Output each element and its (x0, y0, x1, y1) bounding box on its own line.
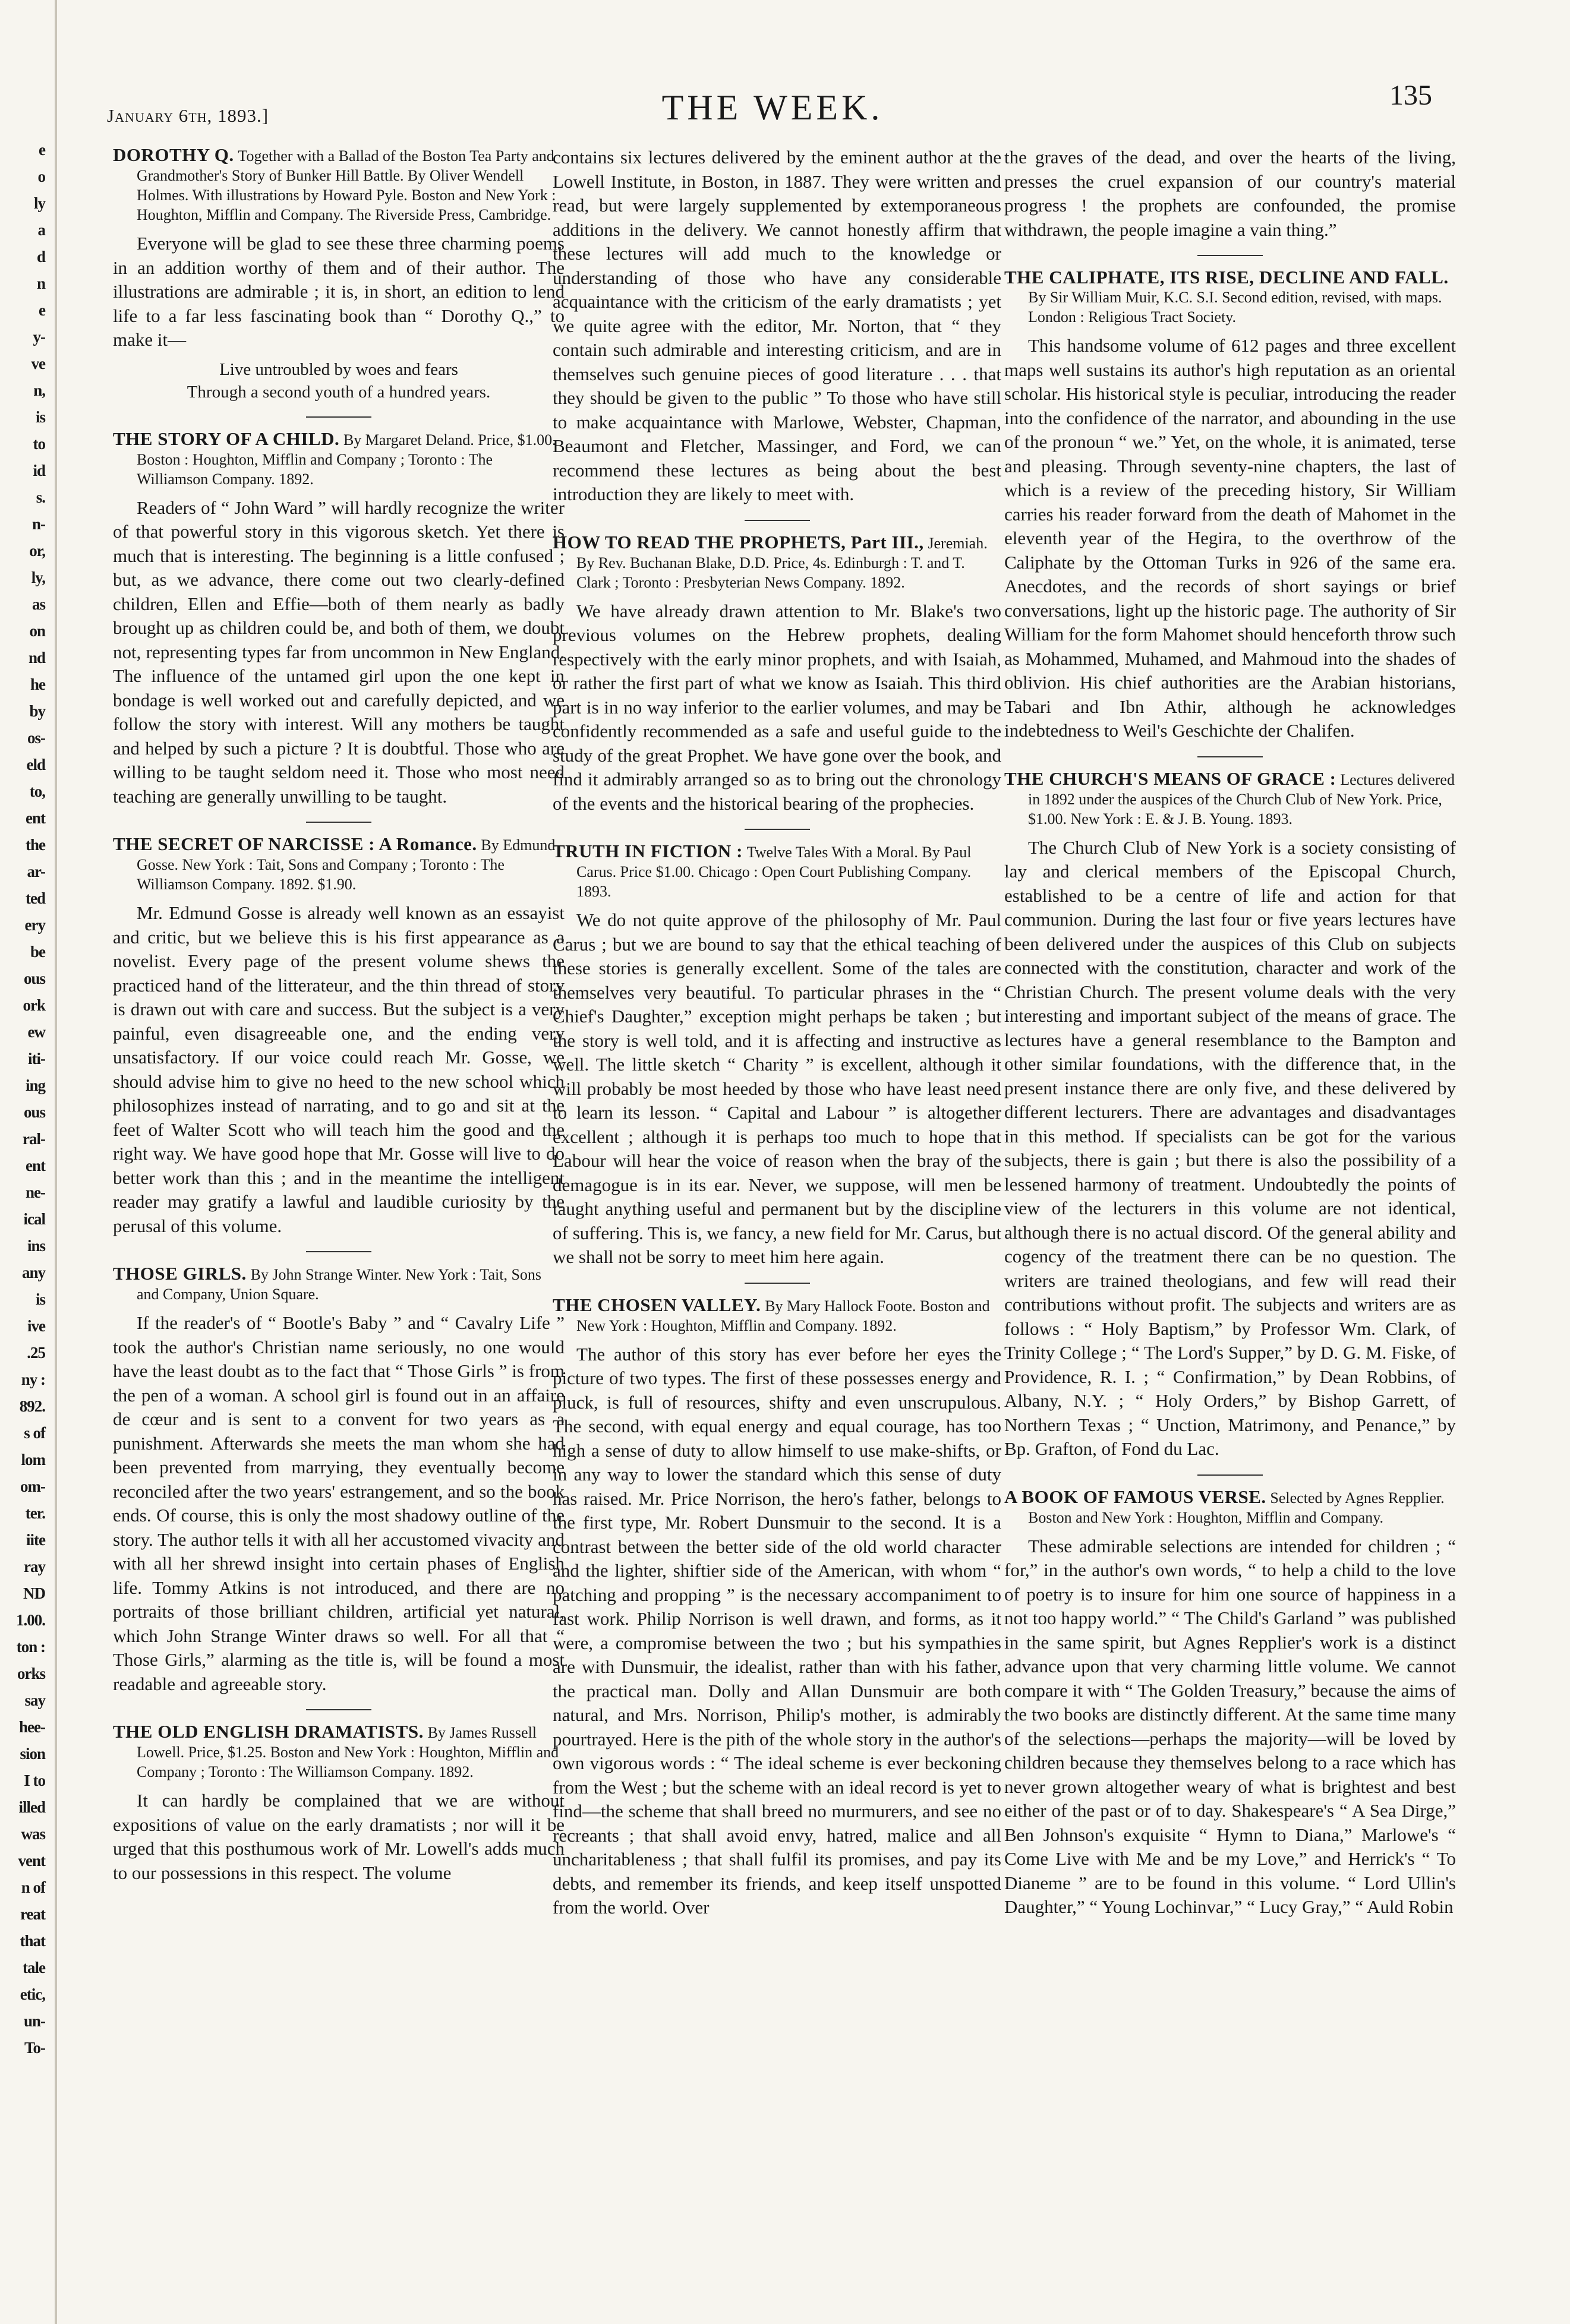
gutter-fragment: id (33, 462, 45, 479)
review-heading (553, 533, 1001, 592)
review-heading (113, 146, 565, 225)
gutter-fragment: say (24, 1691, 45, 1709)
gutter-fragment: ive (27, 1317, 45, 1335)
gutter-fragment: 1.00. (16, 1611, 45, 1629)
gutter-fragment: was (21, 1825, 45, 1843)
book-title: THE CALIPHATE, ITS RISE, DECLINE AND FALL. (1004, 267, 1449, 288)
book-title: THOSE GIRLS. (113, 1263, 247, 1284)
section-divider (306, 416, 371, 418)
gutter-fragment: .25 (27, 1344, 45, 1362)
gutter-fragment: sion (20, 1745, 45, 1763)
review-paragraph: Mr. Edmund Gosse is already well known as an essayist and critic, but we believe this is his first appearance as a novelist. Every page of the present volume shews the practiced hand of the litterateur, and the thin thread of story is drawn out with care and success. But the subject is a very painful, even disagreeable one, and the ending very unsatisfactory. If our voice could reach Mr. Gosse, we should advise him to give no heed to the new school which philosophizes instead of narrating, and to go and sit at the feet of Walter Scott who will teach him the good and the right way. We have good hope that Mr. Gosse will live to do better work than this ; and in the meantime the intelligent reader may gratify a lawful and laudible curiosity by the perusal of this volume. (113, 902, 565, 1236)
gutter-fragment: the (26, 836, 45, 854)
gutter-fragment: ical (23, 1210, 45, 1228)
book-review (1004, 756, 1456, 1461)
publication-details: By Mary Hallock Foote. Boston and New York : Houghton, Mifflin and Company. 1892. (576, 1297, 990, 1334)
gutter-fragment: as (31, 595, 45, 613)
gutter-fragment: to (33, 435, 45, 453)
gutter-fragment: s of (24, 1424, 45, 1442)
gutter-fragment: un- (23, 2012, 45, 2030)
column-1 (113, 146, 565, 1898)
review-paragraph: contains six lectures delivered by the eminent author at the Lowell Institute, in Boston, in 1887. They were written and read, but were largely supplemented by extemporaneous additions in the delivery. We cannot honestly affirm that these lectures will add much to the knowledge or understanding of those who have any considerable acquaintance with the criticism of the early dramatists ; yet we quite agree with the editor, Mr. Norton, that “ they contain such admirable and interesting criticism, and are in themselves such genuine pieces of good literature . . . that they should be given to the public ” To those who have still to make acquaintance with Marlowe, Webster, Chapman, Beaumont and Fletcher, Massinger, and Ford, we can recommend these lectures as being about the best introduction they are likely to meet with. (553, 147, 1001, 504)
column-2 (553, 146, 1001, 1933)
section-divider (306, 822, 371, 823)
gutter-fragment: is (35, 408, 45, 426)
gutter-fragment: tale (23, 1959, 45, 1976)
book-review (113, 1709, 565, 1885)
gutter-fragment: To- (24, 2039, 45, 2057)
book-review (113, 1251, 565, 1696)
gutter-fragment: that (20, 1932, 45, 1950)
review-heading (113, 430, 565, 489)
book-title: THE STORY OF A CHILD. (113, 428, 340, 449)
gutter-fragment: ork (23, 996, 45, 1014)
book-review (1004, 255, 1456, 743)
issue-date: January 6th, 1893.] (107, 105, 269, 126)
gutter-fragment: orks (17, 1665, 45, 1682)
section-divider (745, 520, 810, 521)
gutter-fragment: iite (26, 1531, 45, 1549)
gutter-fragment: ter. (25, 1504, 45, 1522)
verse-line: Through a second youth of a hundred years. (187, 382, 491, 402)
review-heading (553, 1296, 1001, 1335)
gutter-fragment: ve (31, 355, 45, 372)
book-review (553, 1283, 1001, 1920)
gutter-fragment: a (37, 221, 45, 239)
publication-details: By James Russell Lowell. Price, $1.25. Boston and New York : Houghton, Mifflin and Company ; Toronto : The Williamson Company. 1892. (137, 1724, 559, 1780)
gutter-fragment: be (30, 943, 45, 961)
section-divider (745, 1283, 810, 1284)
review-heading (553, 842, 1001, 901)
column-3 (1004, 146, 1456, 1933)
gutter-fragment: n- (31, 515, 45, 533)
gutter-fragment: ray (24, 1558, 45, 1575)
gutter-fragment: ar- (27, 863, 45, 880)
review-paragraph: We do not quite approve of the philosophy of Mr. Paul Carus ; but we are bound to say that the ethical teaching of these stories is generally excellent. Some of the tales are themselves very beautiful. To particular phrases in the “ Chief's Daughter,” exception might perhaps be taken ; but the story is well told, and it is affecting and instructive as well. The little sketch “ Charity ” is excellent, although it will probably be most heeded by those who have least need to learn its lesson. “ Capital and Labour ” is altogether excellent ; although it is perhaps too much to hope that Labour will hear the voice of reason when the bray of the demagogue is in its ear. Never, we suppose, will men be taught anything useful and permanent but by the discipline of suffering. This is, we fancy, a new field for Mr. Carus, but we shall not be sorry to meet him here again. (553, 910, 1001, 1267)
review-paragraph: We have already drawn attention to Mr. Blake's two previous volumes on the Hebrew prophets, dealing respectively with the early minor prophets, and with Isaiah, or rather the first part of what we know as Isaiah. This third part is in no way inferior to the earlier volumes, and may be confidently recommended as a safe and useful guide to the study of the great Prophet. We have gone over the book, and find it admirably arranged so as to bring out the chronology of the events and the historical bearing of the prophecies. (553, 600, 1001, 814)
page-number: 135 (1389, 80, 1432, 111)
publication-details: Together with a Ballad of the Boston Tea Party and Grandmother's Story of Bunker Hill Battle. By Oliver Wendell Holmes. With illustrations by Howard Pyle. Boston and New York : Houghton, Mifflin and Company. The Riverside Press, Cambridge. (137, 147, 556, 223)
gutter-fragment: illed (18, 1798, 45, 1816)
gutter-fragment: is (35, 1290, 45, 1308)
publication-details: Jeremiah. By Rev. Buchanan Blake, D.D. Price, 4s. Edinburgh : T. and T. Clark ; Toronto : Presbyterian News Company. 1892. (576, 534, 988, 591)
gutter-fragment: y- (33, 328, 45, 346)
gutter-fragment: any (21, 1264, 45, 1281)
book-review (553, 520, 1001, 816)
gutter-fragment: ous (23, 970, 45, 987)
book-review (113, 146, 565, 403)
section-divider (1197, 255, 1263, 256)
gutter-fragment: iti- (28, 1050, 45, 1068)
gutter-fragment: ins (27, 1237, 45, 1255)
gutter-fragment: ne- (26, 1183, 45, 1201)
gutter-fragment: n of (21, 1878, 45, 1896)
gutter-fragment: to, (29, 782, 45, 800)
book-review (553, 829, 1001, 1270)
book-title: HOW TO READ THE PROPHETS, Part III., (553, 531, 924, 552)
review-paragraph: Everyone will be glad to see these three charming poems in an addition worthy of them and of their author. The illustrations are admirable ; it is, in short, an edition to lend life to a far less fascinating book than “ Dorothy Q.,” to make it— (113, 233, 565, 350)
gutter-fragment: ew (27, 1023, 45, 1041)
gutter-fragment: s. (36, 488, 45, 506)
publication-details: By Edmund Gosse. New York : Tait, Sons and Company ; Toronto : The Williamson Company. 1892. $1.90. (137, 836, 556, 893)
section-divider (1197, 756, 1263, 757)
gutter-fragment: nd (28, 649, 45, 667)
gutter-fragment: ny : (21, 1371, 45, 1388)
gutter-fragment: e (39, 301, 45, 319)
masthead-title: THE WEEK. (661, 88, 884, 127)
review-heading (113, 1264, 565, 1304)
gutter-fragment: hee- (19, 1718, 45, 1736)
book-review (113, 822, 565, 1238)
review-paragraph: If the reader's of “ Bootle's Baby ” and “ Cavalry Life ” took the author's Christian name seriously, no one would have the least doubt as to the fact that “ Those Girls ” is from the pen of a woman. A school girl is found out in an affaire de cœur and is sent to a convent for two years as a punishment. Afterwards she meets the man whom she had been prevented from marrying, they eventually become reconciled after the two years' estrangement, and so the book ends. Of course, this is only the most shadowy outline of the story. The author tells it with all her accustomed vivacity and with all her shrewd insight into certain phases of English life. Tommy Atkins is not introduced, and there are no portraits of those brilliant children, artificial yet natural, which John Strange Winter draws so well. For all that “ Those Girls,” alarming as the title is, will be found a most readable and agreeable story. (113, 1312, 565, 1694)
book-title: THE CHOSEN VALLEY. (553, 1294, 761, 1315)
gutter-fragment: he (30, 675, 45, 693)
gutter-fragment: ous (23, 1103, 45, 1121)
book-title: A BOOK OF FAMOUS VERSE. (1004, 1486, 1266, 1507)
book-review (1004, 146, 1456, 242)
gutter-fragment: ND (23, 1584, 45, 1602)
adjacent-page-gutter (0, 137, 51, 2299)
gutter-fragment: om- (20, 1477, 45, 1495)
book-review (1004, 1474, 1456, 1919)
book-title: THE OLD ENGLISH DRAMATISTS. (113, 1721, 424, 1742)
gutter-fragment: os- (27, 729, 45, 747)
book-review (553, 146, 1001, 507)
review-paragraph: These admirable selections are intended for children ; “ for,” in the author's own words, “ to help a child to the love of poetry is to insure for him one source of happiness in a not too happy world.” “ The Child's Garland ” was published in the same spirit, but Agnes Repplier's work is a distinct advance upon that very charming little volume. We cannot compare it with “ The Golden Treasury,” because the aims of the two books are distinctly different. At the same time many of the selections—perhaps the majority—will be loved by children because they themselves belong to a race which has never grown altogether weary of what is brightest and best either of the past or of to day. Shakespeare's “ A Sea Dirge,” Ben Johnson's exquisite “ Hymn to Diana,” Marlowe's “ Come Live with Me and be my Love,” and Herrick's “ To Dianeme ” are to be found in this volume. “ Lord Ullin's Daughter,” “ Young Lochinvar,” “ Lucy Gray,” “ Auld Robin (1004, 1535, 1456, 1917)
book-title: THE SECRET OF NARCISSE : A Romance. (113, 833, 477, 854)
gutter-fragment: ery (24, 916, 45, 934)
gutter-fragment: n (36, 274, 45, 292)
review-heading (1004, 769, 1456, 829)
gutter-fragment: by (29, 702, 45, 720)
gutter-fragment: on (29, 622, 45, 640)
gutter-fragment: reat (20, 1905, 45, 1923)
gutter-fragment: 892. (19, 1397, 45, 1415)
section-divider (306, 1709, 371, 1710)
publication-details: By Margaret Deland. Price, $1.00. Boston : Houghton, Mifflin and Company ; Toronto : The Williamson Company. 1892. (137, 431, 556, 488)
publication-details: Selected by Agnes Repplier. Boston and New York : Houghton, Mifflin and Company. (1028, 1489, 1445, 1526)
section-divider (306, 1251, 371, 1252)
gutter-fragment: ly (33, 194, 45, 212)
gutter-fragment: ton : (16, 1638, 45, 1656)
review-heading (113, 1722, 565, 1782)
section-divider (745, 829, 810, 830)
gutter-fragment: ly, (31, 569, 45, 586)
review-paragraph: The Church Club of New York is a society consisting of lay and clerical members of the Episcopal Church, established to be a centre of life and action for that communion. During the last four or five years lectures have been delivered under the auspices of this Club on subjects connected with the constitution, character and work of the Christian Church. The present volume deals with the very interesting and important subject of the means of grace. The lectures have a general resemblance to the Bampton and other similar foundations, with the difference that, in the present instance there are only five, and these delivered by different lecturers. There are advantages and disadvantages in this method. If specialists can be got for the various subjects, there is gain ; but there is also the possibility of a lessened harmony of treatment. Undoubtedly the points of view of the lecturers in this volume are not identical, although there is no actual discord. Of the general ability and cogency of the treatment there can be no question. The writers are trained theologians, and few will read their contributions without profit. The subjects and writers are as follows : “ Holy Baptism,” by Professor Wm. Clark, of Trinity College ; “ The Lord's Supper,” by D. G. M. Fiske, of Providence, R. I. ; “ Confirmation,” by Dean Robbins, of Albany, N.Y. ; “ Holy Orders,” by Bishop Garrett, of Northern Texas ; “ Unction, Matrimony, and Penance,” by Bp. Grafton, of Fond du Lac. (1004, 836, 1456, 1459)
publication-details: By Sir William Muir, K.C. S.I. Second edition, revised, with maps. London : Religious Tract Society. (1028, 289, 1442, 326)
gutter-fragment: d (36, 248, 45, 266)
gutter-fragment: n, (33, 381, 45, 399)
gutter-fragment: lom (21, 1451, 45, 1469)
gutter-fragment: ent (26, 809, 45, 827)
gutter-fragment: e (39, 141, 45, 159)
page-header (89, 74, 1456, 140)
book-title: THE CHURCH'S MEANS OF GRACE : (1004, 768, 1336, 789)
gutter-fragment: o (37, 168, 45, 185)
gutter-fragment: vent (18, 1852, 45, 1870)
verse-line: Live untroubled by woes and fears (219, 359, 458, 379)
gutter-fragment: etic, (20, 1985, 45, 2003)
gutter-fragment: eld (26, 756, 45, 773)
publication-details: Twelve Tales With a Moral. By Paul Carus. Price $1.00. Chicago : Open Court Publishing Company. 1893. (576, 844, 972, 900)
publication-details: Lectures delivered in 1892 under the auspices of the Church Club of New York. Price, $1.00. New York : E. & J. B. Young. 1893. (1028, 771, 1455, 828)
review-paragraph: It can hardly be complained that we are without expositions of value on the early dramatists ; nor will it be urged that this posthumous work of Mr. Lowell's adds much to our possessions in this respect. The volume (113, 1790, 565, 1883)
gutter-fragment: ent (26, 1157, 45, 1174)
gutter-fragment: I to (24, 1772, 45, 1789)
review-paragraph: Readers of “ John Ward ” will hardly recognize the writer of that powerful story in this vigorous sketch. Yet there is much that is interesting. The beginning is a little confused ; but, as we advance, there come out two clearly-defined children, Ellen and Effie—both of them nearly as badly brought up as children could be, and both of them, we doubt not, representing types far from uncommon in New England. The influence of the untamed girl upon the one kept in bondage is well worked out and carefully depicted, and we follow the story with interest. Will any mothers be taught and helped by such a picture ? It is doubtful. Those who are willing to be taught seldom need it. Those who most need teaching are generally unwilling to be taught. (113, 497, 565, 807)
book-title: DOROTHY Q. (113, 144, 234, 165)
binding-shadow (55, 0, 57, 2324)
review-paragraph: The author of this story has ever before her eyes the picture of two types. The first of these possesses energy and pluck, is full of resources, shifty and even unscrupulous. The second, with equal energy and equal courage, has too high a sense of duty to allow himself to use make-shifts, or in any way to lower the standard which this sense of duty has raised. Mr. Price Norrison, the hero's father, belongs to the first type, Mr. Robert Dunsmuir to the second. It is a contrast between the better side of the old world character and the lighter, shiftier side of the American, with whom “ patching and propping ” is the necessary accompaniment to fast work. Philip Norrison is well drawn, and forms, as it were, a compromise between the two ; but his sympathies are with Dunsmuir, the idealist, rather than with his father, the practical man. Dolly and Allan Dunsmuir are both natural, and Mrs. Norrison, Philip's mother, is admirably pourtrayed. Here is the pith of the whole story in the author's own vigorous words : “ The ideal scheme is ever beckoning from the West ; but the scheme with an ideal record is yet to find—the scheme that shall breed no murmurers, and see no recreants ; that shall avoid envy, hatred, malice and all uncharitableness ; that shall fulfil its promises, and pay its debts, and remember its friends, and keep itself unspotted from the world. Over (553, 1343, 1001, 1918)
review-heading (1004, 268, 1456, 327)
section-divider (1197, 1474, 1263, 1476)
book-title: TRUTH IN FICTION : (553, 841, 743, 861)
review-heading (1004, 1488, 1456, 1527)
book-review (113, 416, 565, 809)
review-paragraph: This handsome volume of 612 pages and three excellent maps well sustains its author's high reputation as an oriental scholar. His historical style is peculiar, introducing the reader into the confidence of the narrator, and abounding in the use of the pronoun “ we.” Yet, on the whole, it is animated, terse and pleasing. Through seventy-nine chapters, the last of which is a review of the preceding history, Sir William carries his reader forward from the death of Mahomet in the eleventh year of the Hegira, to the overthrow of the Caliphate by the Ottoman Turks in 926 of the same era. Anecdotes, and the records of short sayings or brief conversations, light up the historic page. The authority of Sir William for the form Mahomet should henceforth throw such as Mohammed, Muhamed, and Mahmoud into the shades of oblivion. His chief authorities are the Arabian historians, Tabari and Ibn Athir, although he acknowledges indebtedness to Weil's Geschichte der Chalifen. (1004, 335, 1456, 741)
gutter-fragment: or, (29, 542, 45, 560)
gutter-fragment: ted (26, 889, 45, 907)
review-paragraph: the graves of the dead, and over the hearts of the living, presses the cruel expansion of our country's material progress ! the prophets are confounded, the promise withdrawn, the people imagine a vain thing.” (1004, 147, 1456, 240)
review-heading (113, 835, 565, 894)
gutter-fragment: ral- (23, 1130, 45, 1148)
gutter-fragment: ing (25, 1076, 45, 1094)
publication-details: By John Strange Winter. New York : Tait, Sons and Company, Union Square. (137, 1266, 542, 1303)
